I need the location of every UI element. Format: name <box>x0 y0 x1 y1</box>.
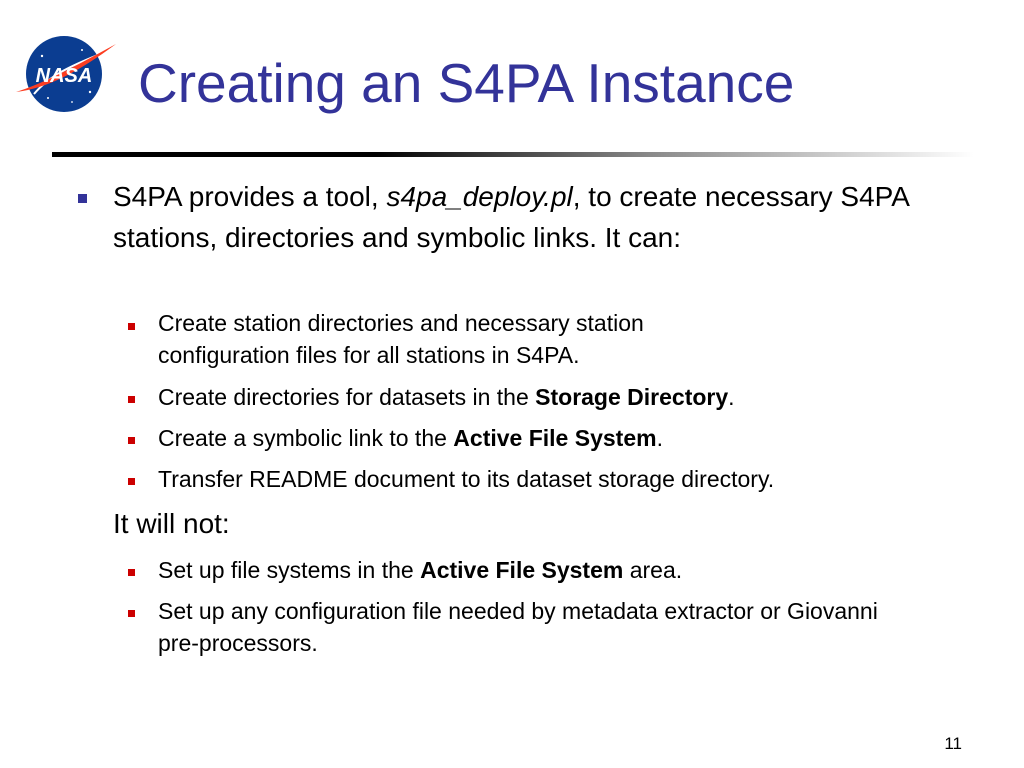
main-point-pre: S4PA provides a tool, <box>113 181 387 212</box>
nasa-logo-text: NASA <box>35 65 93 87</box>
bullet-square-icon <box>128 396 135 403</box>
list-item-suffix: . <box>728 384 735 410</box>
list-item <box>158 595 918 659</box>
bullet-square-icon <box>128 323 135 330</box>
list-item-suffix: . <box>656 425 663 451</box>
slide-title: Creating an S4PA Instance <box>138 52 795 114</box>
list-item <box>158 554 948 586</box>
bullet-square-icon <box>128 610 135 617</box>
list-item <box>158 307 778 371</box>
list-item-text: Set up any configuration file needed by metadata extractor or Giovanni pre-processors. <box>158 598 878 656</box>
bullet-square-icon <box>128 569 135 576</box>
tool-name: s4pa_deploy.pl <box>386 181 573 212</box>
list-item-bold: Active File System <box>420 557 624 583</box>
list-item-text: Transfer README document to its dataset storage directory. <box>158 466 775 492</box>
bullet-square-icon <box>128 437 135 444</box>
page-number: 11 <box>944 734 962 753</box>
bullet-square-icon <box>78 194 87 203</box>
bullet-square-icon <box>128 478 135 485</box>
main-point-post: , to create necessary S4PA stations, directories and symbolic links. It can: <box>113 181 909 253</box>
list-item-suffix: area. <box>623 557 683 583</box>
list-item <box>158 422 948 454</box>
list-item-text: Create station directories and necessary station configuration files for all stations in S4PA. <box>158 310 644 368</box>
list-item-bold: Active File System <box>453 425 657 451</box>
will-not-heading: It will not: <box>113 508 230 539</box>
list-item-text: Create a symbolic link to the <box>158 425 454 451</box>
list-item <box>158 381 948 413</box>
list-item-text: Create directories for datasets in the <box>158 384 536 410</box>
list-item-bold: Storage Directory <box>535 384 729 410</box>
list-item <box>158 463 948 495</box>
main-point <box>113 176 913 258</box>
list-item-text: Set up file systems in the <box>158 557 421 583</box>
